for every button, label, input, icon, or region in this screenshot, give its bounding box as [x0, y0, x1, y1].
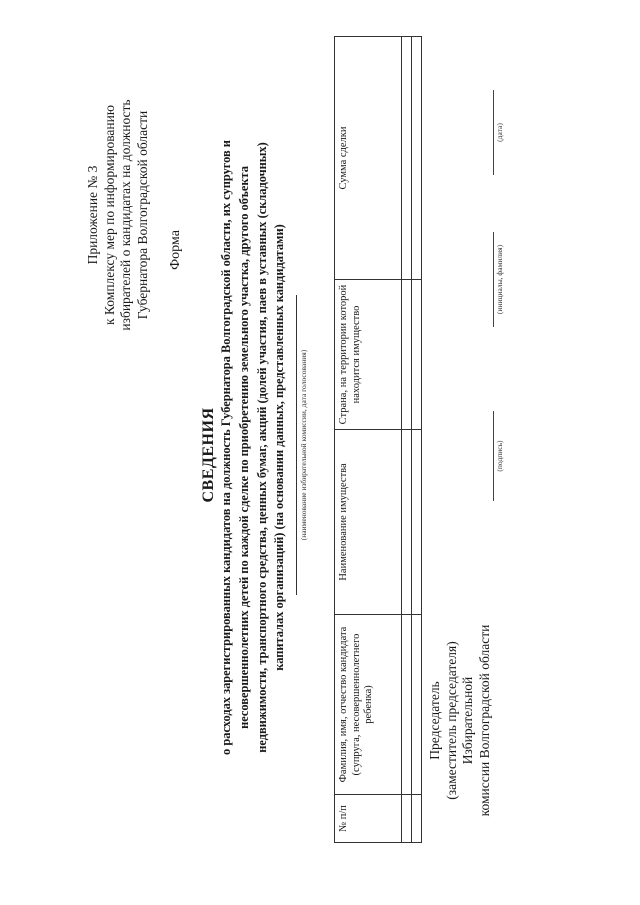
table-row: [412, 37, 422, 843]
commission-fill-line: [296, 295, 297, 595]
name-fill-line: [493, 232, 494, 327]
date-fill-line: [493, 90, 494, 175]
signature-fill-line: [493, 411, 494, 501]
table-cell: [412, 795, 422, 843]
table-cell: [402, 795, 412, 843]
signature-block: [427, 598, 493, 843]
appendix-block: [85, 45, 151, 385]
subtitle-line: недвижимости, транспортного средства, ценных бумаг, акций (долей участия, паев в уставных (складочных): [254, 142, 269, 753]
appendix-line: Приложение № 3: [85, 165, 100, 265]
table-cell: [412, 430, 422, 615]
subtitle-line: капиталах организаций) (на основании данных, представленных кандидатами): [272, 224, 287, 671]
date-caption: (дата): [495, 123, 504, 142]
table-row: [402, 37, 412, 843]
table-cell: [412, 615, 422, 795]
transactions-table: [334, 36, 422, 843]
document-subtitle: [218, 45, 289, 850]
table-cell: [402, 280, 412, 430]
table-cell: [412, 37, 422, 280]
header-cell-candidate: Фамилия, имя, отчество кандидата (супруга, несовершеннолетнего ребенка): [335, 615, 402, 795]
subtitle-line: несовершеннолетних детей по каждой сделке по приобретению земельного участка, другого объекта: [236, 166, 251, 729]
subtitle-line: о расходах зарегистрированных кандидатов на должность Губернатора Волгоградской области, их супругов и: [219, 140, 233, 755]
header-cell-number: № п/п: [335, 795, 402, 843]
header-cell-property: Наименование имущества: [335, 430, 402, 615]
signature-line: комиссии Волгоградской области: [476, 624, 492, 817]
table-cell: [402, 37, 412, 280]
header-cell-amount: Сумма сделки: [335, 37, 402, 280]
table-cell: [402, 615, 412, 795]
commission-caption: (наименование избирательной комиссии, дата голосования): [299, 349, 308, 541]
document-title: СВЕДЕНИЯ: [200, 407, 217, 503]
header-cell-country: Страна, на территории которой находится имущество: [335, 280, 402, 430]
appendix-line: Губернатора Волгоградской области: [134, 110, 150, 320]
form-label: Форма: [168, 230, 183, 270]
table-cell: [412, 280, 422, 430]
name-caption: (инициалы, фамилия): [495, 244, 504, 315]
appendix-line: избирателей о кандидатах на должность: [118, 99, 133, 331]
table-header-row: [335, 37, 402, 843]
appendix-line: к Комплексу мер по информированию: [101, 105, 117, 325]
signature-line: Председатель: [427, 681, 442, 760]
signature-line: (заместитель председателя) Избирательной: [443, 641, 475, 800]
table-cell: [402, 430, 412, 615]
signature-caption: (подпись): [495, 440, 504, 472]
